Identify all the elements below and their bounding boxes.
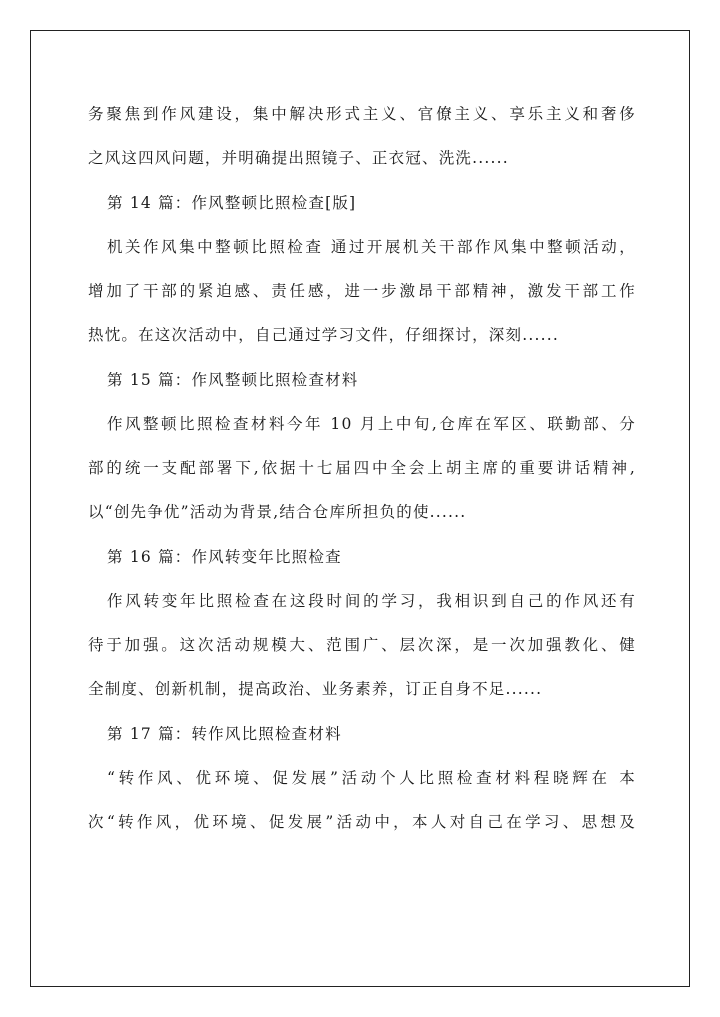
paragraph-line: 全制度、创新机制，提高政治、业务素养，订正自身不足...... <box>88 680 543 699</box>
section-heading: 第 14 篇：作风整顿比照检查[版] <box>107 193 357 212</box>
paragraph-line: 部的统一支配部署下,依据十七届四中全会上胡主席的重要讲话精神, <box>88 459 636 477</box>
paragraph-line: 待于加强。这次活动规模大、范围广、层次深，是一次加强教化、健 <box>88 636 636 654</box>
section-heading: 第 16 篇：作风转变年比照检查 <box>107 547 342 566</box>
paragraph-line: 作风转变年比照检查在这段时间的学习，我相识到自己的作风还有 <box>107 591 636 610</box>
paragraph-line: 机关作风集中整顿比照检查 通过开展机关干部作风集中整顿活动， <box>107 237 636 256</box>
section-heading: 第 15 篇：作风整顿比照检查材料 <box>107 370 359 389</box>
paragraph-line: 之风这四风问题，并明确提出照镜子、正衣冠、洗洗...... <box>88 149 509 168</box>
paragraph-line: 增加了干部的紧迫感、责任感，进一步激昂干部精神，激发干部工作 <box>88 282 636 300</box>
section-heading: 第 17 篇：转作风比照检查材料 <box>107 724 342 743</box>
paragraph-line: 热忱。在这次活动中，自己通过学习文件，仔细探讨，深刻...... <box>88 326 559 345</box>
paragraph-line: 务聚焦到作风建设，集中解决形式主义、官僚主义、享乐主义和奢侈 <box>88 105 636 123</box>
paragraph-line: “转作风、优环境、促发展”活动个人比照检查材料程晓辉在 本 <box>107 768 636 787</box>
paragraph-line: 次“转作风，优环境、促发展”活动中，本人对自己在学习、思想及 <box>88 813 636 831</box>
paragraph-line: 以“创先争优”活动为背景,结合仓库所担负的使...... <box>88 503 467 522</box>
document-body <box>88 92 636 844</box>
paragraph-line: 作风整顿比照检查材料今年 10 月上中旬,仓库在军区、联勤部、分 <box>107 414 636 433</box>
